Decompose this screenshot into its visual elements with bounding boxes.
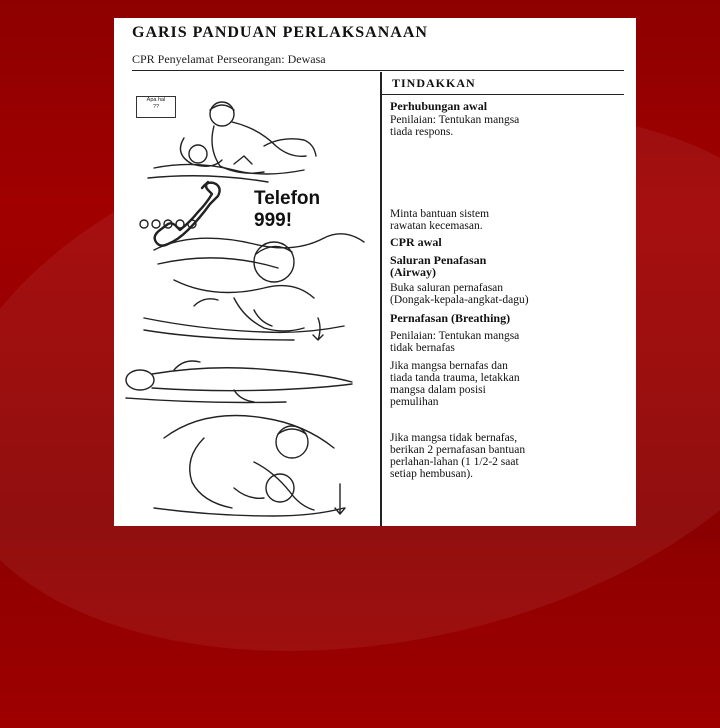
action-line: Penilaian: Tentukan mangsa <box>390 330 520 342</box>
phone-callout-line-2: 999! <box>254 210 293 231</box>
action-line: berikan 2 pernafasan bantuan <box>390 444 526 456</box>
action-line: Buka saluran pernafasan <box>390 282 504 294</box>
action-line: rawatan kecemasan. <box>390 220 483 232</box>
column-divider <box>380 72 382 526</box>
action-line: perlahan-lahan (1 1/2-2 saat <box>390 456 519 468</box>
cpr-illustrations <box>114 18 380 526</box>
scene-rescue-breathing <box>154 416 345 517</box>
action-line: (Dongak-kepala-angkat-dagu) <box>390 294 529 306</box>
action-line: CPR awal <box>390 235 442 249</box>
action-line: Jika mangsa bernafas dan <box>390 360 508 372</box>
action-line: Pernafasan (Breathing) <box>390 311 511 325</box>
action-line: tidak bernafas <box>390 342 455 354</box>
scene-recovery-position <box>126 361 352 403</box>
page-subtitle: CPR Penyelamat Perseorangan: Dewasa <box>132 52 326 66</box>
action-line: tiada respons. <box>390 126 454 138</box>
speech-label-box <box>136 96 176 118</box>
actions-column-header: TINDAKKAN <box>392 76 476 90</box>
phone-callout-line-1: Telefon <box>254 188 321 209</box>
action-line: Jika mangsa tidak bernafas, <box>390 432 518 444</box>
header-rule <box>380 94 624 95</box>
action-line: tiada tanda trauma, letakkan <box>390 372 520 384</box>
scene-airway-head-tilt <box>144 234 364 340</box>
action-line: (Airway) <box>390 265 436 279</box>
speech-label-line-2: ?? <box>152 104 160 110</box>
action-line: mangsa dalam posisi <box>390 384 486 396</box>
document-page <box>114 18 636 526</box>
phone-callout <box>254 188 320 232</box>
action-line: Perhubungan awal <box>390 99 488 113</box>
action-line: Minta bantuan sistem <box>390 208 490 220</box>
speech-label-line-1: Apa hal <box>146 97 166 103</box>
action-line: Saluran Penafasan <box>390 253 487 267</box>
scene-phone-icon <box>140 182 220 246</box>
action-line: pemulihan <box>390 396 439 408</box>
action-line: setiap hembusan). <box>390 468 474 480</box>
action-line: Penilaian: Tentukan mangsa <box>390 114 520 126</box>
page-title: GARIS PANDUAN PERLAKSANAAN <box>132 24 428 41</box>
